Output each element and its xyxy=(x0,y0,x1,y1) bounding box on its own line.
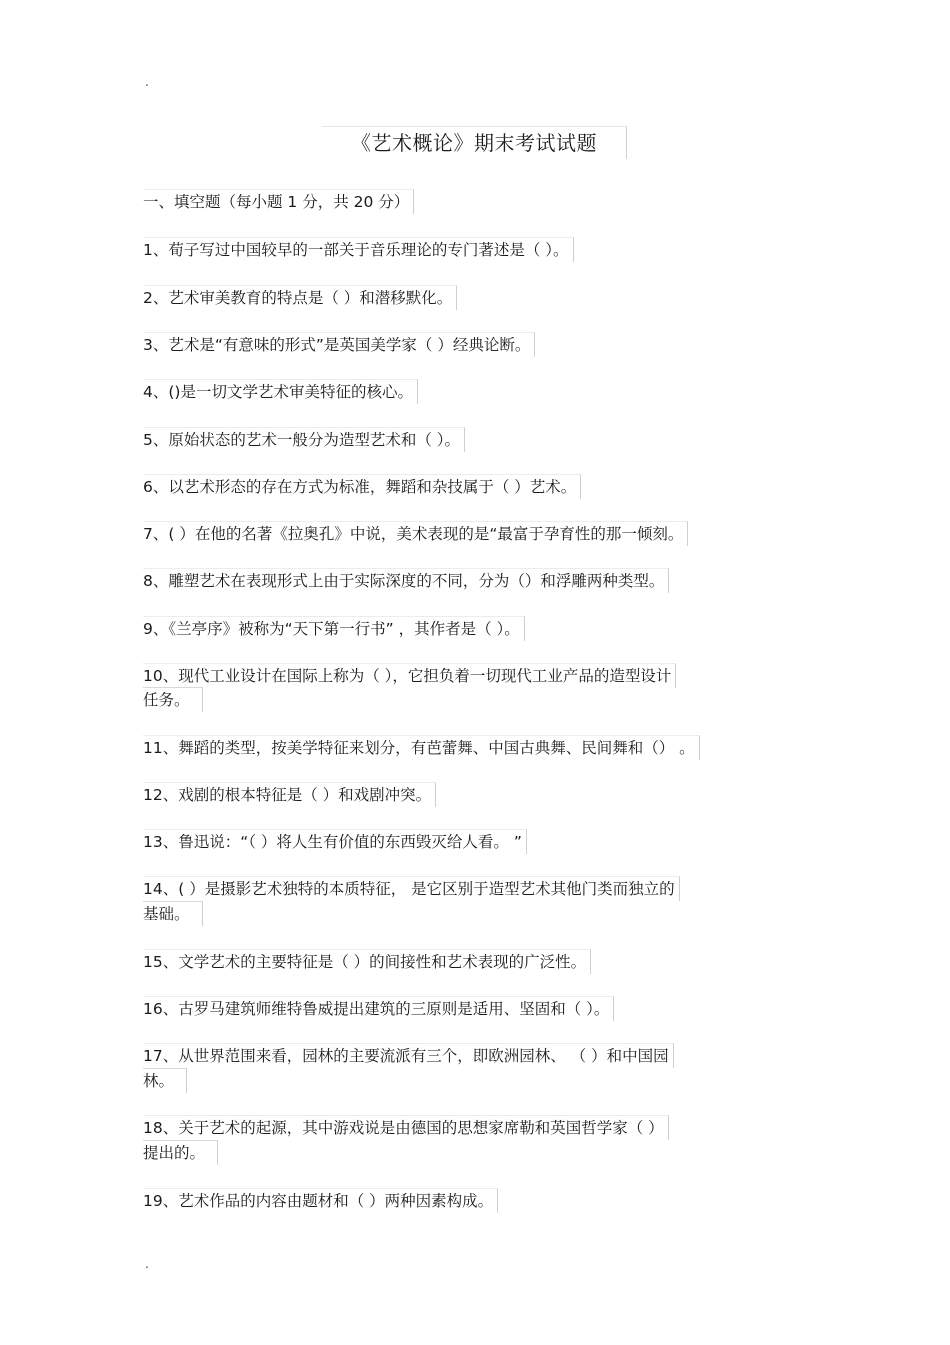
question-6: 6、以艺术形态的存在方式为标准，舞蹈和杂技属于（ ）艺术。 xyxy=(143,474,581,499)
question-10-line-1: 10、现代工业设计在国际上称为（ ），它担负着一切现代工业产品的造型设计 xyxy=(143,663,676,688)
question-13: 13、鲁迅说：“（ ）将人生有价值的东西毁灭给人看。 ” xyxy=(143,829,527,854)
question-15: 15、文学艺术的主要特征是（ ）的间接性和艺术表现的广泛性。 xyxy=(143,949,591,974)
question-8: 8、雕塑艺术在表现形式上由于实际深度的不同，分为（）和浮雕两种类型。 xyxy=(143,568,669,593)
section-heading: 一、填空题（每小题 1 分，共 20 分） xyxy=(143,189,414,214)
question-18-line-2: 提出的。 xyxy=(143,1140,218,1165)
question-12: 12、戏剧的根本特征是（ ）和戏剧冲突。 xyxy=(143,782,436,807)
question-3: 3、艺术是“有意味的形式”是英国美学家（ ）经典论断。 xyxy=(143,332,535,357)
question-17-line-1: 17、从世界范围来看，园林的主要流派有三个，即欧洲园林、 （ ）和中国园 xyxy=(143,1043,674,1068)
question-4: 4、()是一切文学艺术审美特征的核心。 xyxy=(143,379,418,404)
question-5: 5、原始状态的艺术一般分为造型艺术和（ ）。 xyxy=(143,427,465,452)
page-mark-top: . xyxy=(145,75,149,89)
question-17-line-2: 林。 xyxy=(143,1068,187,1093)
question-11: 11、舞蹈的类型，按美学特征来划分，有芭蕾舞、中国古典舞、民间舞和（） 。 xyxy=(143,735,700,760)
question-18-line-1: 18、关于艺术的起源，其中游戏说是由德国的思想家席勒和英国哲学家（ ） xyxy=(143,1115,669,1140)
question-1: 1、荀子写过中国较早的一部关于音乐理论的专门著述是（ ）。 xyxy=(143,237,574,262)
page-title: 《艺术概论》期末考试试题 xyxy=(322,126,627,159)
question-14-line-1: 14、( ）是摄影艺术独特的本质特征， 是它区别于造型艺术其他门类而独立的 xyxy=(143,876,680,901)
question-7: 7、( ）在他的名著《拉奥孔》中说，美术表现的是“最富于孕育性的那一倾刻。 xyxy=(143,521,688,546)
question-10-line-2: 任务。 xyxy=(143,687,203,712)
question-19: 19、艺术作品的内容由题材和（ ）两种因素构成。 xyxy=(143,1188,498,1213)
question-16: 16、古罗马建筑师维特鲁威提出建筑的三原则是适用、坚固和（ ）。 xyxy=(143,996,614,1021)
question-2: 2、艺术审美教育的特点是（ ）和潜移默化。 xyxy=(143,285,457,310)
question-14-line-2: 基础。 xyxy=(143,901,203,926)
page-mark-bottom: . xyxy=(145,1257,149,1271)
question-9: 9、《兰亭序》被称为“天下第一行书” ，其作者是（ ）。 xyxy=(143,616,525,641)
